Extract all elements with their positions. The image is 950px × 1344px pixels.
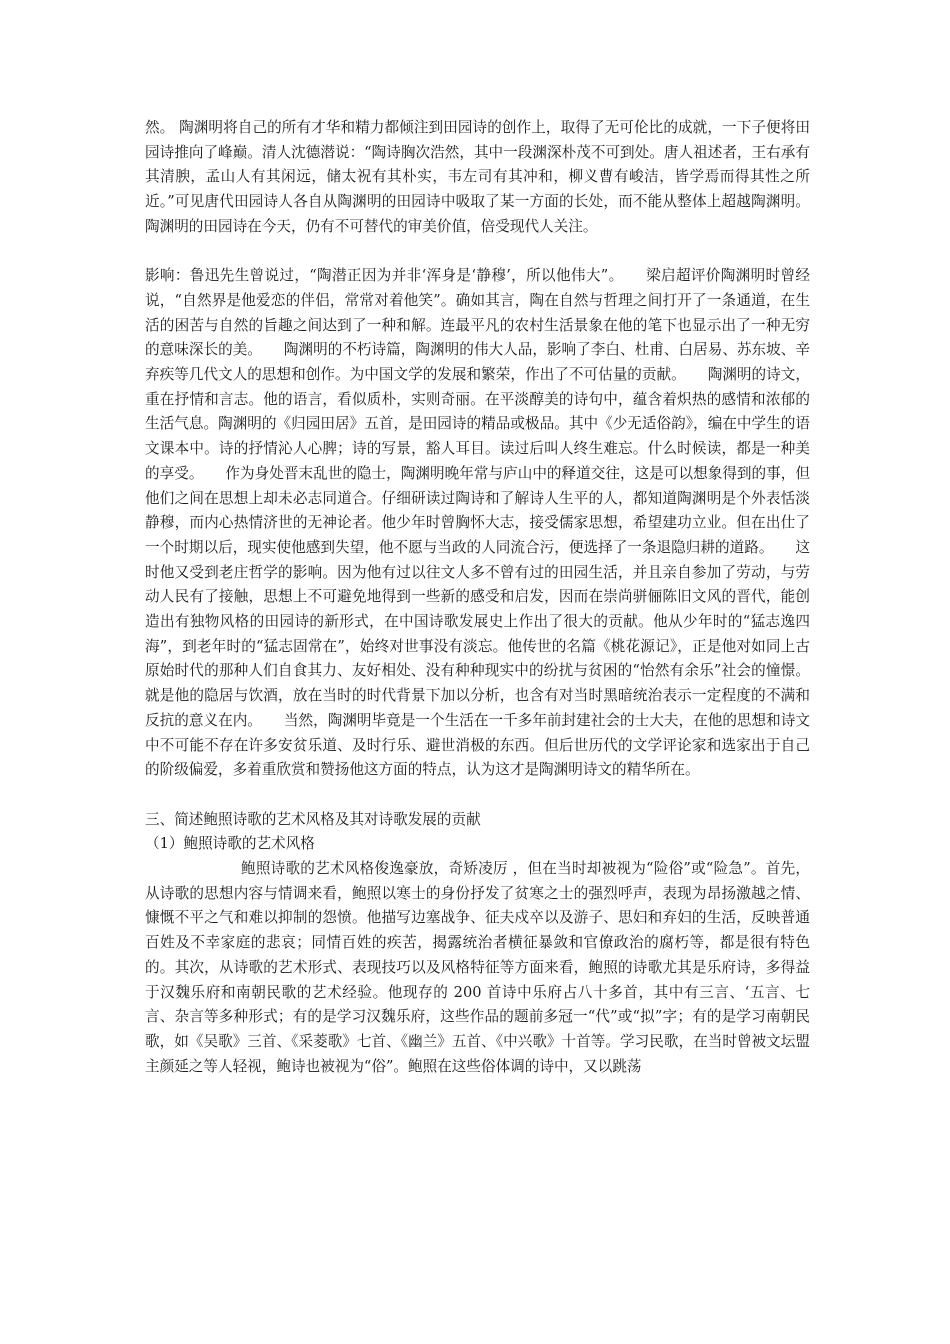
subsection-heading: （1）鲍照诗歌的艺术风格 [145,835,315,853]
section-heading: 三、简述鲍照诗歌的艺术风格及其对诗歌发展的贡献 [145,810,481,828]
paragraph-bao-zhao-style: 鲍照诗歌的艺术风格俊逸豪放，奇矫凌厉 ，但在当时却被视为“险俗”或“险急”。首先，从诗歌的思想内容与情调来看，鲍照以寒士的身份抒发了贫寒之士的强烈呼声，表现为昂扬激越之情、慷慨不平之气和难以抑制的怨愤。他描写边塞战争、征夫戍卒以及游子、思妇和弃妇的生活，反映普通百姓及不幸家庭的悲哀；同情百姓的疾苦，揭露统治者横征暴敛和官僚政治的腐朽等，都是很有特色的。其次，从诗歌的艺术形式、表现技巧以及风格特征等方面来看，鲍照的诗歌尤其是乐府诗，多得益于汉魏乐府和南朝民歌的艺术经验。他现存的 200 首诗中乐府占八十多首，其中有三言、‘五言、七言、杂言等多种形式；有的是学习汉魏乐府，这些作品的题前多冠一“代”或“拟”字；有的是学习南朝民歌，如《吴歌》三首、《采菱歌》七首、《幽兰》五首、《中兴歌》十首等。学习民歌，在当时曾被文坛盟主颜延之等人轻视，鲍诗也被视为“俗”。鲍照在这些俗体调的诗中，又以跳荡 [145,860,810,1075]
document-page [145,116,810,1079]
paragraph-tao-achievement: 然。 陶渊明将自己的所有才华和精力都倾注到田园诗的创作上，取得了无可伦比的成就，一下子便将田园诗推向了峰巅。清人沈德潜说：“陶诗胸次浩然，其中一段渊深朴茂不可到处。唐人祖述者，王右承有其清腴，孟山人有其闲远，储太祝有其朴实，韦左司有其冲和，柳义曹有峻洁，皆学焉而得其性之所近。”可见唐代田园诗人各自从陶渊明的田园诗中吸取了某一方面的长处，而不能从整体上超越陶渊明。 陶渊明的田园诗在今天，仍有不可替代的审美价值，倍受现代人关注。 [145,119,810,235]
paragraph-tao-influence: 影响：鲁迅先生曾说过，“陶潜正因为并非‘浑身是‘静穆’，所以他伟大”。 梁启超评价陶渊明时曾经说，“自然界是他爱恋的伴侣，常常对着他笑”。确如其言，陶在自然与哲理之间打开了一条通道，在生活的困苦与自然的旨趣之间达到了一种和解。连最平凡的农村生活景象在他的笔下也显示出了一种无穷的意味深长的美。 陶渊明的不朽诗篇，陶渊明的伟大人品，影响了李白、杜甫、白居易、苏东坡、辛弃疾等几代文人的思想和创作。为中国文学的发展和繁荣，作出了不可估量的贡献。 陶渊明的诗文，重在抒情和言志。他的语言，看似质朴，实则奇丽。在平淡醇美的诗句中，蕴含着炽热的感情和浓郁的生活气息。陶渊明的《归园田居》五首，是田园诗的精品或极品。其中《少无适俗韵》，编在中学生的语文课本中。诗的抒情沁人心脾；诗的写景，豁人耳目。读过后叫人终生难忘。什么时候读，都是一种美的享受。 作为身处晋末乱世的隐士，陶渊明晚年常与庐山中的释道交往，这是可以想象得到的事，但他们之间在思想上却未必志同道合。仔细研读过陶诗和了解诗人生平的人，都知道陶渊明是个外表恬淡静穆，而内心热情济世的无神论者。他少年时曾胸怀大志，接受儒家思想，希望建功立业。但在出仕了一个时期以后，现实使他感到失望，他不愿与当政的人同流合污，便选择了一条退隐归耕的道路。 这时他又受到老庄哲学的影响。因为他有过以往文人多不曾有过的田园生活，并且亲自参加了劳动，与劳动人民有了接触，思想上不可避免地得到一些新的感受和启发，因而在崇尚骈俪陈旧文风的晋代，能创造出有独物风格的田园诗的新形式，在中国诗歌发展史上作出了很大的贡献。他从少年时的“猛志逸四海”，到老年时的“猛志固常在”，始终对世事没有淡忘。他传世的名篇《桃花源记》，正是他对如同上古原始时代的那种人们自食其力、友好相处、没有种种现实中的纷扰与贫困的“怡然有余乐”社会的憧憬。就是他的隐居与饮酒，放在当时的时代背景下加以分析，也含有对当时黑暗统治表示一定程度的不满和反抗的意义在内。 当然，陶渊明毕竟是一个生活在一千多年前封建社会的士大夫，在他的思想和诗文中不可能不存在许多安贫乐道、及时行乐、避世消极的东西。但后世历代的文学评论家和选家出于自己的阶级偏爱，多着重欣赏和赞扬他这方面的特点，认为这才是陶渊明诗文的精华所在。 [145,267,810,779]
